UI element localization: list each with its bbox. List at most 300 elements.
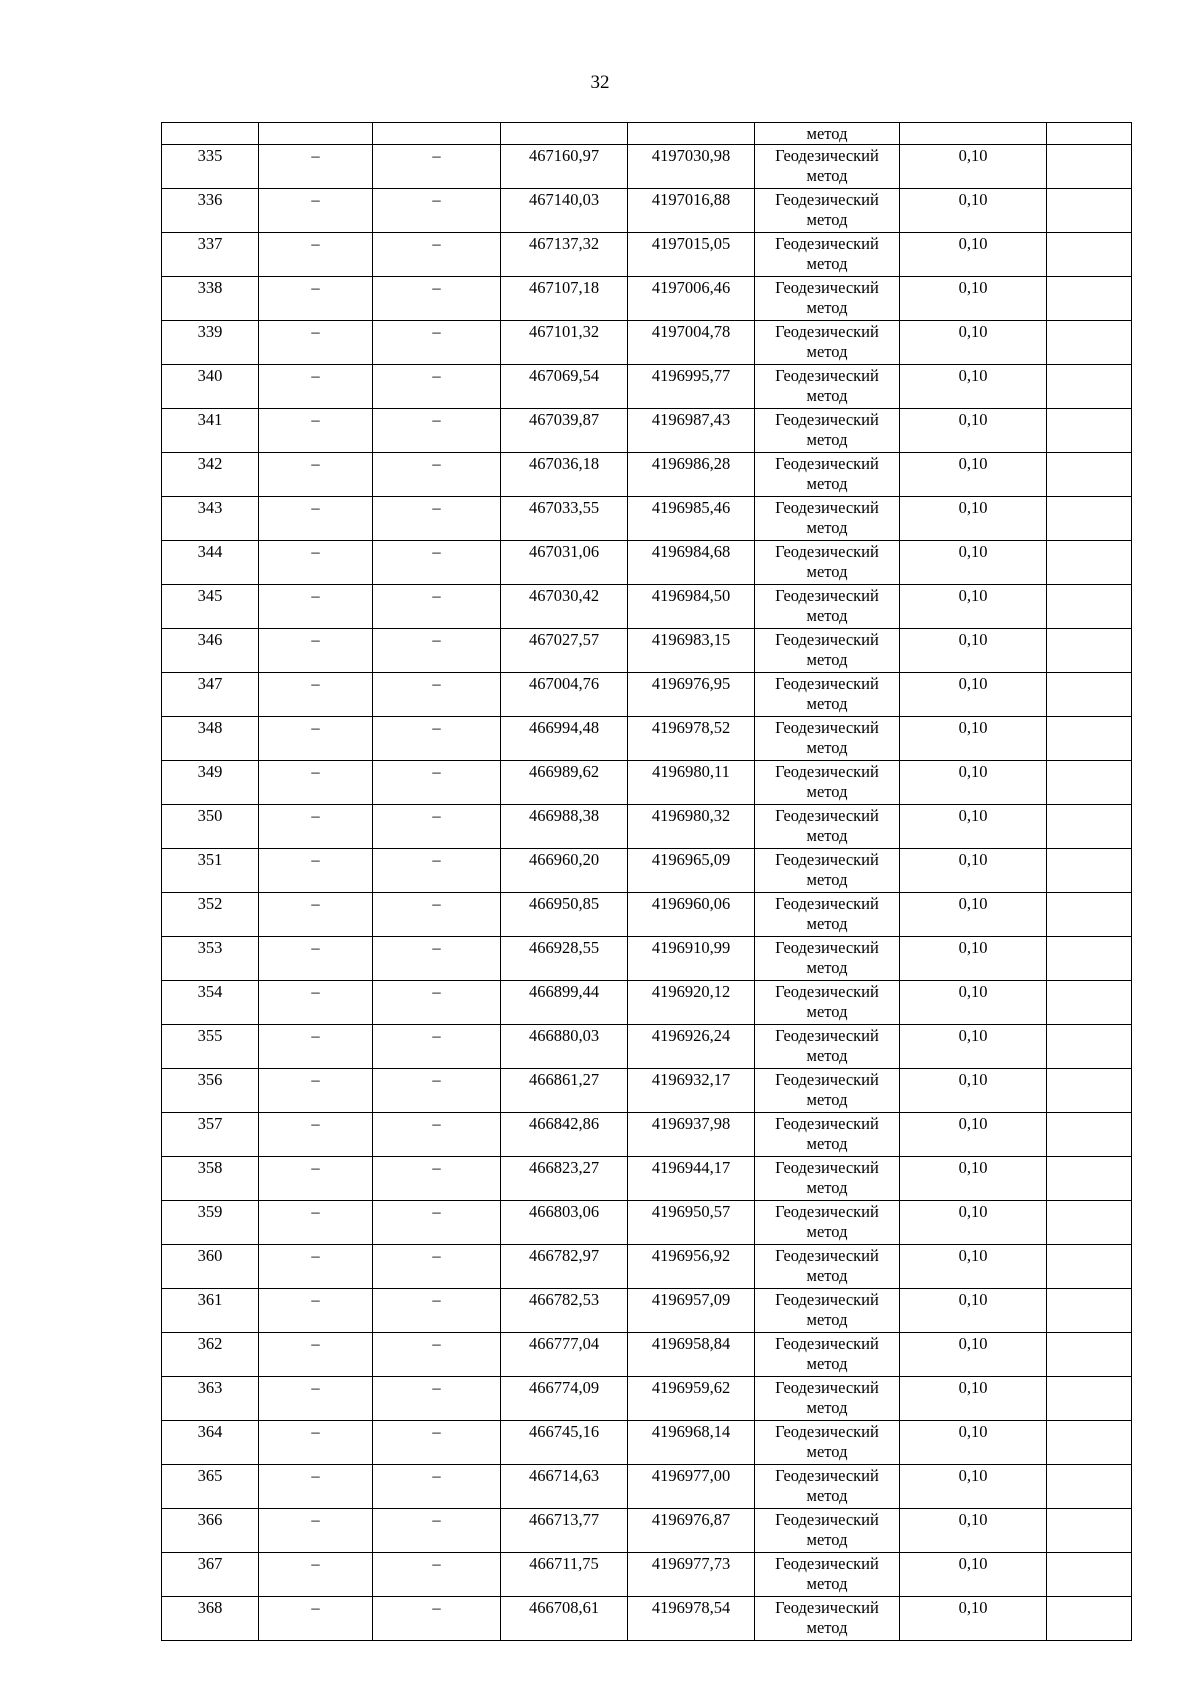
cell-dash: – [373, 981, 501, 1025]
cell-coord-y: 4196926,24 [628, 1025, 755, 1069]
cell-point-number: 335 [162, 145, 259, 189]
cell-dash: – [259, 453, 373, 497]
cell-dash: – [259, 585, 373, 629]
table-row [162, 233, 1132, 277]
cell-coord-y: 4196960,06 [628, 893, 755, 937]
cell-coord-x: 466899,44 [501, 981, 628, 1025]
cell-accuracy: 0,10 [900, 233, 1047, 277]
cell-note [1047, 1509, 1132, 1553]
cell-note [1047, 1113, 1132, 1157]
cell-accuracy: 0,10 [900, 1113, 1047, 1157]
cell-method: Геодезический метод [755, 1069, 900, 1113]
cell-coord-y: 4196978,52 [628, 717, 755, 761]
cell-dash: – [373, 1553, 501, 1597]
cell-method: Геодезический метод [755, 409, 900, 453]
cell-dash: – [373, 937, 501, 981]
table-row [162, 145, 1132, 189]
cell-dash: – [259, 365, 373, 409]
cell-accuracy: 0,10 [900, 1157, 1047, 1201]
cell-coord-y: 4196978,54 [628, 1597, 755, 1641]
cell-note [1047, 1333, 1132, 1377]
cell-note [1047, 981, 1132, 1025]
cell-accuracy: 0,10 [900, 761, 1047, 805]
cell-point-number: 363 [162, 1377, 259, 1421]
cell-coord-x: 467160,97 [501, 145, 628, 189]
table-row [162, 1245, 1132, 1289]
cell-note [1047, 1553, 1132, 1597]
cell-coord-y: 4196958,84 [628, 1333, 755, 1377]
cell-note [1047, 585, 1132, 629]
cell-note [1047, 277, 1132, 321]
cell-coord-y: 4196977,00 [628, 1465, 755, 1509]
cell-note [1047, 629, 1132, 673]
cell-method: Геодезический метод [755, 849, 900, 893]
cell-dash: – [259, 673, 373, 717]
table-row [162, 673, 1132, 717]
cell-empty [259, 123, 373, 145]
cell-point-number: 367 [162, 1553, 259, 1597]
cell-point-number: 362 [162, 1333, 259, 1377]
cell-method: Геодезический метод [755, 145, 900, 189]
cell-note [1047, 849, 1132, 893]
cell-dash: – [373, 717, 501, 761]
cell-dash: – [373, 1377, 501, 1421]
cell-coord-y: 4196976,87 [628, 1509, 755, 1553]
cell-method: Геодезический метод [755, 453, 900, 497]
cell-coord-y: 4196984,68 [628, 541, 755, 585]
cell-method: Геодезический метод [755, 1597, 900, 1641]
cell-coord-y: 4196956,92 [628, 1245, 755, 1289]
cell-dash: – [373, 1025, 501, 1069]
cell-point-number: 352 [162, 893, 259, 937]
cell-method: Геодезический метод [755, 497, 900, 541]
cell-note [1047, 1157, 1132, 1201]
page-number: 32 [590, 72, 610, 93]
cell-dash: – [259, 981, 373, 1025]
cell-method: Геодезический метод [755, 1333, 900, 1377]
cell-point-number: 349 [162, 761, 259, 805]
table-row [162, 1157, 1132, 1201]
cell-coord-y: 4196959,62 [628, 1377, 755, 1421]
cell-note [1047, 1025, 1132, 1069]
cell-coord-y: 4196968,14 [628, 1421, 755, 1465]
cell-coord-x: 467033,55 [501, 497, 628, 541]
table-row [162, 1553, 1132, 1597]
table-row [162, 189, 1132, 233]
cell-accuracy: 0,10 [900, 365, 1047, 409]
cell-method: Геодезический метод [755, 233, 900, 277]
cell-coord-x: 467039,87 [501, 409, 628, 453]
cell-accuracy: 0,10 [900, 805, 1047, 849]
cell-dash: – [373, 1465, 501, 1509]
cell-method: Геодезический метод [755, 1245, 900, 1289]
cell-dash: – [259, 233, 373, 277]
cell-note [1047, 1421, 1132, 1465]
cell-point-number: 339 [162, 321, 259, 365]
cell-coord-x: 467101,32 [501, 321, 628, 365]
cell-dash: – [373, 629, 501, 673]
table-row [162, 365, 1132, 409]
cell-dash: – [259, 1333, 373, 1377]
cell-method: Геодезический метод [755, 321, 900, 365]
cell-coord-y: 4197015,05 [628, 233, 755, 277]
cell-dash: – [259, 937, 373, 981]
cell-accuracy: 0,10 [900, 189, 1047, 233]
cell-accuracy: 0,10 [900, 1465, 1047, 1509]
cell-point-number: 341 [162, 409, 259, 453]
cell-note [1047, 189, 1132, 233]
table-row [162, 1377, 1132, 1421]
cell-note [1047, 1245, 1132, 1289]
table-row [162, 1069, 1132, 1113]
cell-point-number: 345 [162, 585, 259, 629]
cell-coord-x: 466745,16 [501, 1421, 628, 1465]
cell-note [1047, 321, 1132, 365]
cell-note [1047, 1289, 1132, 1333]
cell-dash: – [259, 893, 373, 937]
cell-note [1047, 1069, 1132, 1113]
cell-coord-x: 467069,54 [501, 365, 628, 409]
cell-note [1047, 937, 1132, 981]
cell-dash: – [259, 1069, 373, 1113]
cell-dash: – [373, 1201, 501, 1245]
cell-dash: – [373, 409, 501, 453]
cell-coord-y: 4196983,15 [628, 629, 755, 673]
cell-coord-x: 467140,03 [501, 189, 628, 233]
cell-coord-x: 466950,85 [501, 893, 628, 937]
cell-accuracy: 0,10 [900, 1509, 1047, 1553]
cell-point-number: 358 [162, 1157, 259, 1201]
cell-point-number: 337 [162, 233, 259, 277]
cell-dash: – [373, 321, 501, 365]
cell-dash: – [373, 1421, 501, 1465]
cell-method: Геодезический метод [755, 365, 900, 409]
cell-dash: – [373, 1509, 501, 1553]
cell-method: Геодезический метод [755, 1465, 900, 1509]
cell-dash: – [259, 1289, 373, 1333]
table-row [162, 805, 1132, 849]
cell-method: Геодезический метод [755, 585, 900, 629]
cell-accuracy: 0,10 [900, 409, 1047, 453]
cell-coord-x: 466713,77 [501, 1509, 628, 1553]
cell-point-number: 354 [162, 981, 259, 1025]
cell-dash: – [259, 805, 373, 849]
cell-coord-x: 466988,38 [501, 805, 628, 849]
table-row [162, 893, 1132, 937]
cell-dash: – [373, 1069, 501, 1113]
table-row [162, 1201, 1132, 1245]
cell-dash: – [373, 1113, 501, 1157]
cell-dash: – [259, 1465, 373, 1509]
cell-coord-y: 4196985,46 [628, 497, 755, 541]
cell-dash: – [259, 145, 373, 189]
cell-point-number: 360 [162, 1245, 259, 1289]
cell-empty [373, 123, 501, 145]
cell-accuracy: 0,10 [900, 1333, 1047, 1377]
cell-point-number: 346 [162, 629, 259, 673]
cell-coord-x: 466714,63 [501, 1465, 628, 1509]
cell-method: Геодезический метод [755, 1509, 900, 1553]
cell-point-number: 355 [162, 1025, 259, 1069]
cell-method: Геодезический метод [755, 277, 900, 321]
cell-empty [501, 123, 628, 145]
cell-dash: – [373, 453, 501, 497]
cell-note [1047, 805, 1132, 849]
cell-coord-y: 4196995,77 [628, 365, 755, 409]
cell-method: Геодезический метод [755, 761, 900, 805]
cell-dash: – [259, 849, 373, 893]
cell-coord-x: 467036,18 [501, 453, 628, 497]
cell-accuracy: 0,10 [900, 145, 1047, 189]
cell-dash: – [373, 497, 501, 541]
table-row [162, 937, 1132, 981]
cell-coord-y: 4197030,98 [628, 145, 755, 189]
table-row [162, 453, 1132, 497]
cell-point-number: 356 [162, 1069, 259, 1113]
cell-point-number: 361 [162, 1289, 259, 1333]
cell-dash: – [259, 1157, 373, 1201]
cell-dash: – [373, 1289, 501, 1333]
cell-accuracy: 0,10 [900, 1069, 1047, 1113]
cell-method: Геодезический метод [755, 1025, 900, 1069]
cell-dash: – [259, 189, 373, 233]
cell-coord-y: 4196980,32 [628, 805, 755, 849]
cell-coord-x: 466803,06 [501, 1201, 628, 1245]
table-row [162, 1509, 1132, 1553]
cell-accuracy: 0,10 [900, 893, 1047, 937]
cell-point-number: 365 [162, 1465, 259, 1509]
table-row [162, 1597, 1132, 1641]
cell-coord-x: 467030,42 [501, 585, 628, 629]
cell-coord-y: 4196920,12 [628, 981, 755, 1025]
cell-coord-y: 4196980,11 [628, 761, 755, 805]
cell-method: Геодезический метод [755, 1553, 900, 1597]
cell-dash: – [259, 1421, 373, 1465]
table-row [162, 277, 1132, 321]
table-row [162, 321, 1132, 365]
cell-note [1047, 893, 1132, 937]
cell-point-number: 342 [162, 453, 259, 497]
cell-dash: – [373, 673, 501, 717]
cell-method: Геодезический метод [755, 981, 900, 1025]
cell-note [1047, 1201, 1132, 1245]
cell-coord-y: 4196944,17 [628, 1157, 755, 1201]
cell-dash: – [259, 1509, 373, 1553]
cell-accuracy: 0,10 [900, 629, 1047, 673]
cell-method: Геодезический метод [755, 805, 900, 849]
cell-accuracy: 0,10 [900, 1025, 1047, 1069]
cell-method: Геодезический метод [755, 937, 900, 981]
cell-empty [628, 123, 755, 145]
cell-note [1047, 717, 1132, 761]
table-row [162, 1113, 1132, 1157]
cell-dash: – [259, 321, 373, 365]
cell-accuracy: 0,10 [900, 1377, 1047, 1421]
cell-dash: – [259, 1597, 373, 1641]
cell-dash: – [373, 1597, 501, 1641]
cell-point-number: 350 [162, 805, 259, 849]
cell-point-number: 353 [162, 937, 259, 981]
cell-coord-y: 4196986,28 [628, 453, 755, 497]
cell-empty [162, 123, 259, 145]
table-body [162, 123, 1132, 1641]
cell-note [1047, 1597, 1132, 1641]
table-row [162, 497, 1132, 541]
cell-accuracy: 0,10 [900, 981, 1047, 1025]
cell-method: Геодезический метод [755, 1157, 900, 1201]
cell-dash: – [259, 761, 373, 805]
cell-dash: – [259, 1245, 373, 1289]
cell-coord-y: 4196976,95 [628, 673, 755, 717]
cell-point-number: 359 [162, 1201, 259, 1245]
cell-dash: – [373, 145, 501, 189]
cell-coord-y: 4196937,98 [628, 1113, 755, 1157]
table-row [162, 541, 1132, 585]
cell-dash: – [259, 1025, 373, 1069]
cell-coord-x: 466842,86 [501, 1113, 628, 1157]
cell-dash: – [373, 1157, 501, 1201]
cell-accuracy: 0,10 [900, 277, 1047, 321]
cell-method: Геодезический метод [755, 1421, 900, 1465]
cell-note [1047, 541, 1132, 585]
table-row [162, 849, 1132, 893]
cell-point-number: 366 [162, 1509, 259, 1553]
cell-accuracy: 0,10 [900, 497, 1047, 541]
cell-note [1047, 1465, 1132, 1509]
cell-accuracy: 0,10 [900, 937, 1047, 981]
cell-method: Геодезический метод [755, 1289, 900, 1333]
cell-accuracy: 0,10 [900, 849, 1047, 893]
cell-coord-x: 466861,27 [501, 1069, 628, 1113]
cell-dash: – [259, 1377, 373, 1421]
cell-point-number: 364 [162, 1421, 259, 1465]
cell-coord-y: 4196984,50 [628, 585, 755, 629]
cell-dash: – [259, 497, 373, 541]
cell-dash: – [373, 233, 501, 277]
cell-accuracy: 0,10 [900, 717, 1047, 761]
cell-note [1047, 233, 1132, 277]
cell-dash: – [373, 893, 501, 937]
table-row [162, 409, 1132, 453]
cell-note [1047, 365, 1132, 409]
cell-dash: – [373, 805, 501, 849]
cell-note [1047, 1377, 1132, 1421]
table-row [162, 585, 1132, 629]
cell-coord-x: 467107,18 [501, 277, 628, 321]
cell-method: Геодезический метод [755, 673, 900, 717]
cell-method-continuation: метод [755, 123, 900, 145]
cell-dash: – [259, 277, 373, 321]
cell-coord-y: 4196965,09 [628, 849, 755, 893]
cell-method: Геодезический метод [755, 717, 900, 761]
cell-coord-x: 466960,20 [501, 849, 628, 893]
table-row [162, 1421, 1132, 1465]
cell-coord-x: 466777,04 [501, 1333, 628, 1377]
cell-dash: – [259, 409, 373, 453]
cell-method: Геодезический метод [755, 189, 900, 233]
cell-accuracy: 0,10 [900, 541, 1047, 585]
cell-coord-x: 467031,06 [501, 541, 628, 585]
cell-point-number: 340 [162, 365, 259, 409]
cell-dash: – [259, 629, 373, 673]
cell-point-number: 351 [162, 849, 259, 893]
cell-accuracy: 0,10 [900, 673, 1047, 717]
cell-accuracy: 0,10 [900, 1553, 1047, 1597]
cell-method: Геодезический метод [755, 541, 900, 585]
coordinates-table [161, 122, 1132, 1641]
table-row [162, 1025, 1132, 1069]
cell-point-number: 336 [162, 189, 259, 233]
cell-note [1047, 453, 1132, 497]
cell-coord-y: 4196987,43 [628, 409, 755, 453]
cell-coord-y: 4196932,17 [628, 1069, 755, 1113]
cell-coord-x: 466823,27 [501, 1157, 628, 1201]
table-row [162, 761, 1132, 805]
cell-method: Геодезический метод [755, 629, 900, 673]
cell-method: Геодезический метод [755, 1113, 900, 1157]
cell-coord-y: 4197004,78 [628, 321, 755, 365]
cell-note [1047, 145, 1132, 189]
cell-dash: – [373, 1245, 501, 1289]
cell-accuracy: 0,10 [900, 1245, 1047, 1289]
cell-coord-y: 4196957,09 [628, 1289, 755, 1333]
cell-point-number: 357 [162, 1113, 259, 1157]
table-row [162, 1289, 1132, 1333]
cell-dash: – [373, 1333, 501, 1377]
cell-accuracy: 0,10 [900, 1597, 1047, 1641]
cell-coord-x: 467004,76 [501, 673, 628, 717]
cell-coord-x: 466782,97 [501, 1245, 628, 1289]
cell-coord-x: 467027,57 [501, 629, 628, 673]
table-row [162, 629, 1132, 673]
cell-dash: – [259, 717, 373, 761]
cell-coord-y: 4197006,46 [628, 277, 755, 321]
cell-point-number: 344 [162, 541, 259, 585]
cell-coord-y: 4196950,57 [628, 1201, 755, 1245]
cell-dash: – [373, 585, 501, 629]
cell-accuracy: 0,10 [900, 453, 1047, 497]
cell-dash: – [259, 1113, 373, 1157]
cell-coord-x: 466708,61 [501, 1597, 628, 1641]
cell-dash: – [259, 1201, 373, 1245]
cell-coord-y: 4197016,88 [628, 189, 755, 233]
cell-dash: – [373, 761, 501, 805]
cell-accuracy: 0,10 [900, 1201, 1047, 1245]
cell-coord-y: 4196977,73 [628, 1553, 755, 1597]
cell-empty [900, 123, 1047, 145]
cell-note [1047, 673, 1132, 717]
cell-dash: – [373, 849, 501, 893]
continuation-row [162, 123, 1132, 145]
cell-accuracy: 0,10 [900, 585, 1047, 629]
cell-method: Геодезический метод [755, 893, 900, 937]
cell-coord-x: 467137,32 [501, 233, 628, 277]
cell-point-number: 348 [162, 717, 259, 761]
cell-point-number: 343 [162, 497, 259, 541]
cell-note [1047, 409, 1132, 453]
cell-accuracy: 0,10 [900, 1289, 1047, 1333]
cell-coord-y: 4196910,99 [628, 937, 755, 981]
table-row [162, 717, 1132, 761]
cell-dash: – [373, 189, 501, 233]
cell-coord-x: 466994,48 [501, 717, 628, 761]
cell-dash: – [373, 365, 501, 409]
cell-empty [1047, 123, 1132, 145]
cell-dash: – [259, 1553, 373, 1597]
cell-dash: – [259, 541, 373, 585]
cell-dash: – [373, 277, 501, 321]
cell-method: Геодезический метод [755, 1201, 900, 1245]
